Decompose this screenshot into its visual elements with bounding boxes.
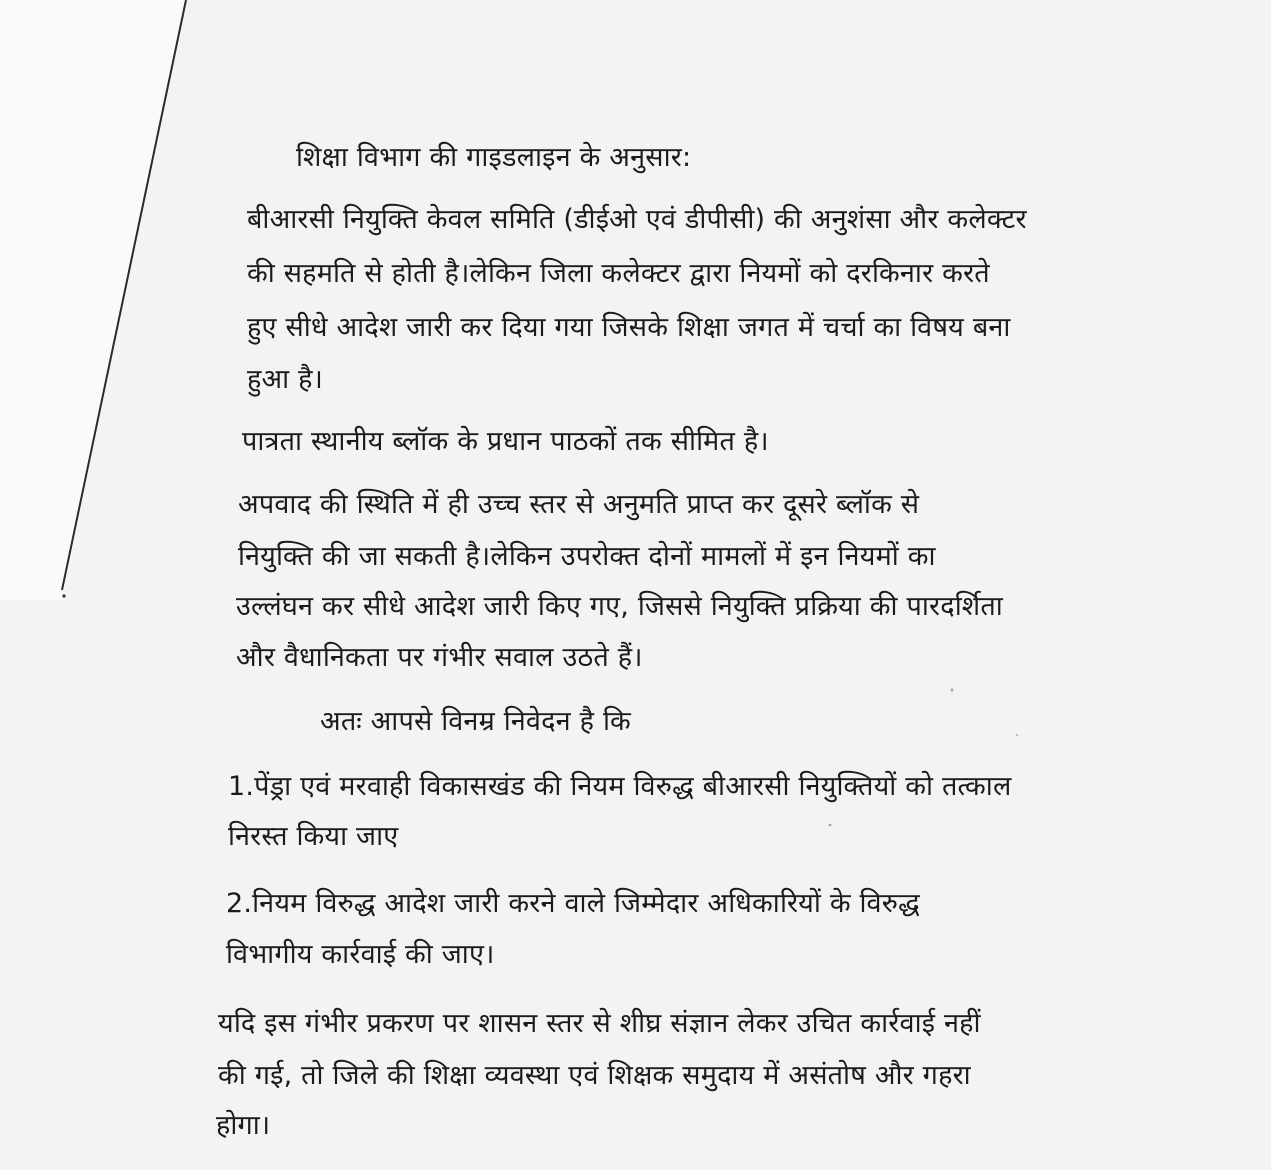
paragraph-eligibility-limit: पात्रता स्थानीय ब्लॉक के प्रधान पाठकों तक सीमित है।: [242, 426, 769, 457]
closing-line: की गई, तो जिले की शिक्षा व्यवस्था एवं शिक्षक समुदाय में असंतोष और गहरा: [218, 1060, 971, 1091]
paragraph-line: नियुक्ति की जा सकती है।लेकिन उपरोक्त दोनों मामलों में इन नियमों का: [238, 541, 936, 572]
paragraph-line: और वैधानिकता पर गंभीर सवाल उठते हैं।: [236, 642, 643, 673]
demand-line: निरस्त किया जाए: [228, 821, 399, 852]
paragraph-line: हुआ है।: [247, 364, 324, 395]
demand-line: 1.पेंड्रा एवं मरवाही विकासखंड की नियम विरुद्ध बीआरसी नियुक्तियों को तत्काल: [228, 771, 1012, 802]
document-heading: शिक्षा विभाग की गाइडलाइन के अनुसार:: [296, 142, 692, 173]
demand-line: 2.नियम विरुद्ध आदेश जारी करने वाले जिम्मेदार अधिकारियों के विरुद्ध: [226, 888, 920, 919]
closing-line: यदि इस गंभीर प्रकरण पर शासन स्तर से शीघ्र संज्ञान लेकर उचित कार्रवाई नहीं: [218, 1008, 981, 1039]
request-intro: अतः आपसे विनम्र निवेदन है कि: [320, 706, 631, 737]
demand-line: विभागीय कार्रवाई की जाए।: [226, 939, 495, 970]
paragraph-line: की सहमति से होती है।लेकिन जिला कलेक्टर द्वारा नियमों को दरकिनार करते: [247, 258, 990, 289]
paragraph-line: हुए सीधे आदेश जारी कर दिया गया जिसके शिक्षा जगत में चर्चा का विषय बना: [247, 312, 1011, 343]
paragraph-line: उल्लंघन कर सीधे आदेश जारी किए गए, जिससे नियुक्ति प्रक्रिया की पारदर्शिता: [236, 591, 1003, 622]
closing-line: होगा।: [216, 1110, 271, 1141]
paragraph-line: बीआरसी नियुक्ति केवल समिति (डीईओ एवं डीपीसी) की अनुशंसा और कलेक्टर: [247, 204, 1027, 235]
paragraph-line: अपवाद की स्थिति में ही उच्च स्तर से अनुमति प्राप्त कर दूसरे ब्लॉक से: [238, 489, 920, 520]
